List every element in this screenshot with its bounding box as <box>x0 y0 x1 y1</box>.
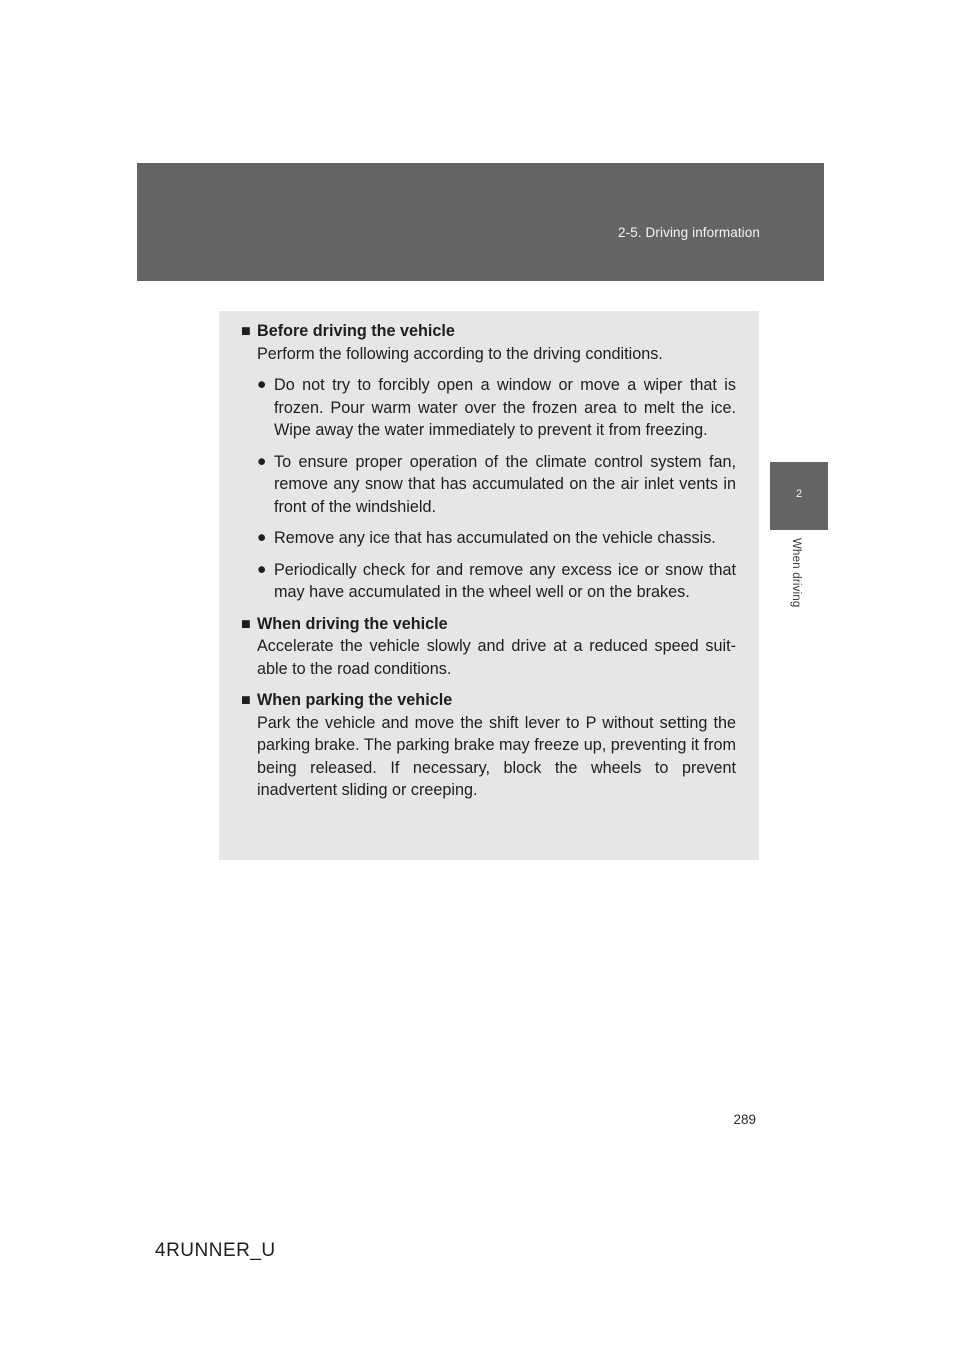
section-heading: When parking the vehicle <box>257 691 453 709</box>
content-box <box>219 311 759 860</box>
section-heading: When driving the vehicle <box>257 614 448 633</box>
round-bullet-icon: ● <box>257 560 267 578</box>
list-item <box>257 451 736 519</box>
page-number: 289 <box>733 1112 756 1127</box>
section-before-driving <box>240 320 736 604</box>
section-body: Park the vehicle and move the shift lever to P without setting the parking brake. The parking brake may freeze up, preventing it from being released. If necessary, block the wheels to prevent inadvertent sliding or creeping. <box>257 713 736 799</box>
document-code: 4RUNNER_U <box>155 1240 276 1261</box>
list-item <box>257 374 736 442</box>
list-item <box>257 527 736 550</box>
square-bullet-icon: ■ <box>241 691 251 709</box>
section-body: Perform the following according to the driving conditions. <box>257 344 663 363</box>
chapter-tab <box>770 462 828 530</box>
chapter-number: 2 <box>795 488 803 500</box>
section-body: Accelerate the vehicle slowly and drive at a reduced speed suit-able to the road conditions. <box>257 637 736 678</box>
section-when-parking <box>240 689 736 802</box>
section-heading: Before driving the vehicle <box>257 322 455 340</box>
section-when-driving <box>240 613 736 681</box>
round-bullet-icon: ● <box>257 529 267 546</box>
round-bullet-icon: ● <box>257 376 267 393</box>
list-item-text: Do not try to forcibly open a window or move a wiper that is frozen. Pour warm water over the frozen area to melt the ice. Wipe away the water immediately to prevent it from freezing. <box>274 376 736 439</box>
square-bullet-icon: ■ <box>241 614 251 633</box>
list-item-text: Remove any ice that has accumulated on the vehicle chassis. <box>274 529 716 547</box>
chapter-label: When driving <box>790 538 802 608</box>
list-item-text: To ensure proper operation of the climate control system fan, remove any snow that has accumulated on the air inlet vents in front of the windshield. <box>274 452 736 516</box>
list-item-text: Periodically check for and remove any excess ice or snow that may have accumulated in the wheel well or on the brakes. <box>274 560 736 601</box>
bullet-list <box>257 374 736 604</box>
square-bullet-icon: ■ <box>241 322 251 340</box>
round-bullet-icon: ● <box>257 452 267 470</box>
list-item <box>257 559 736 604</box>
header-band <box>137 163 824 281</box>
section-title: 2-5. Driving information <box>618 225 760 240</box>
